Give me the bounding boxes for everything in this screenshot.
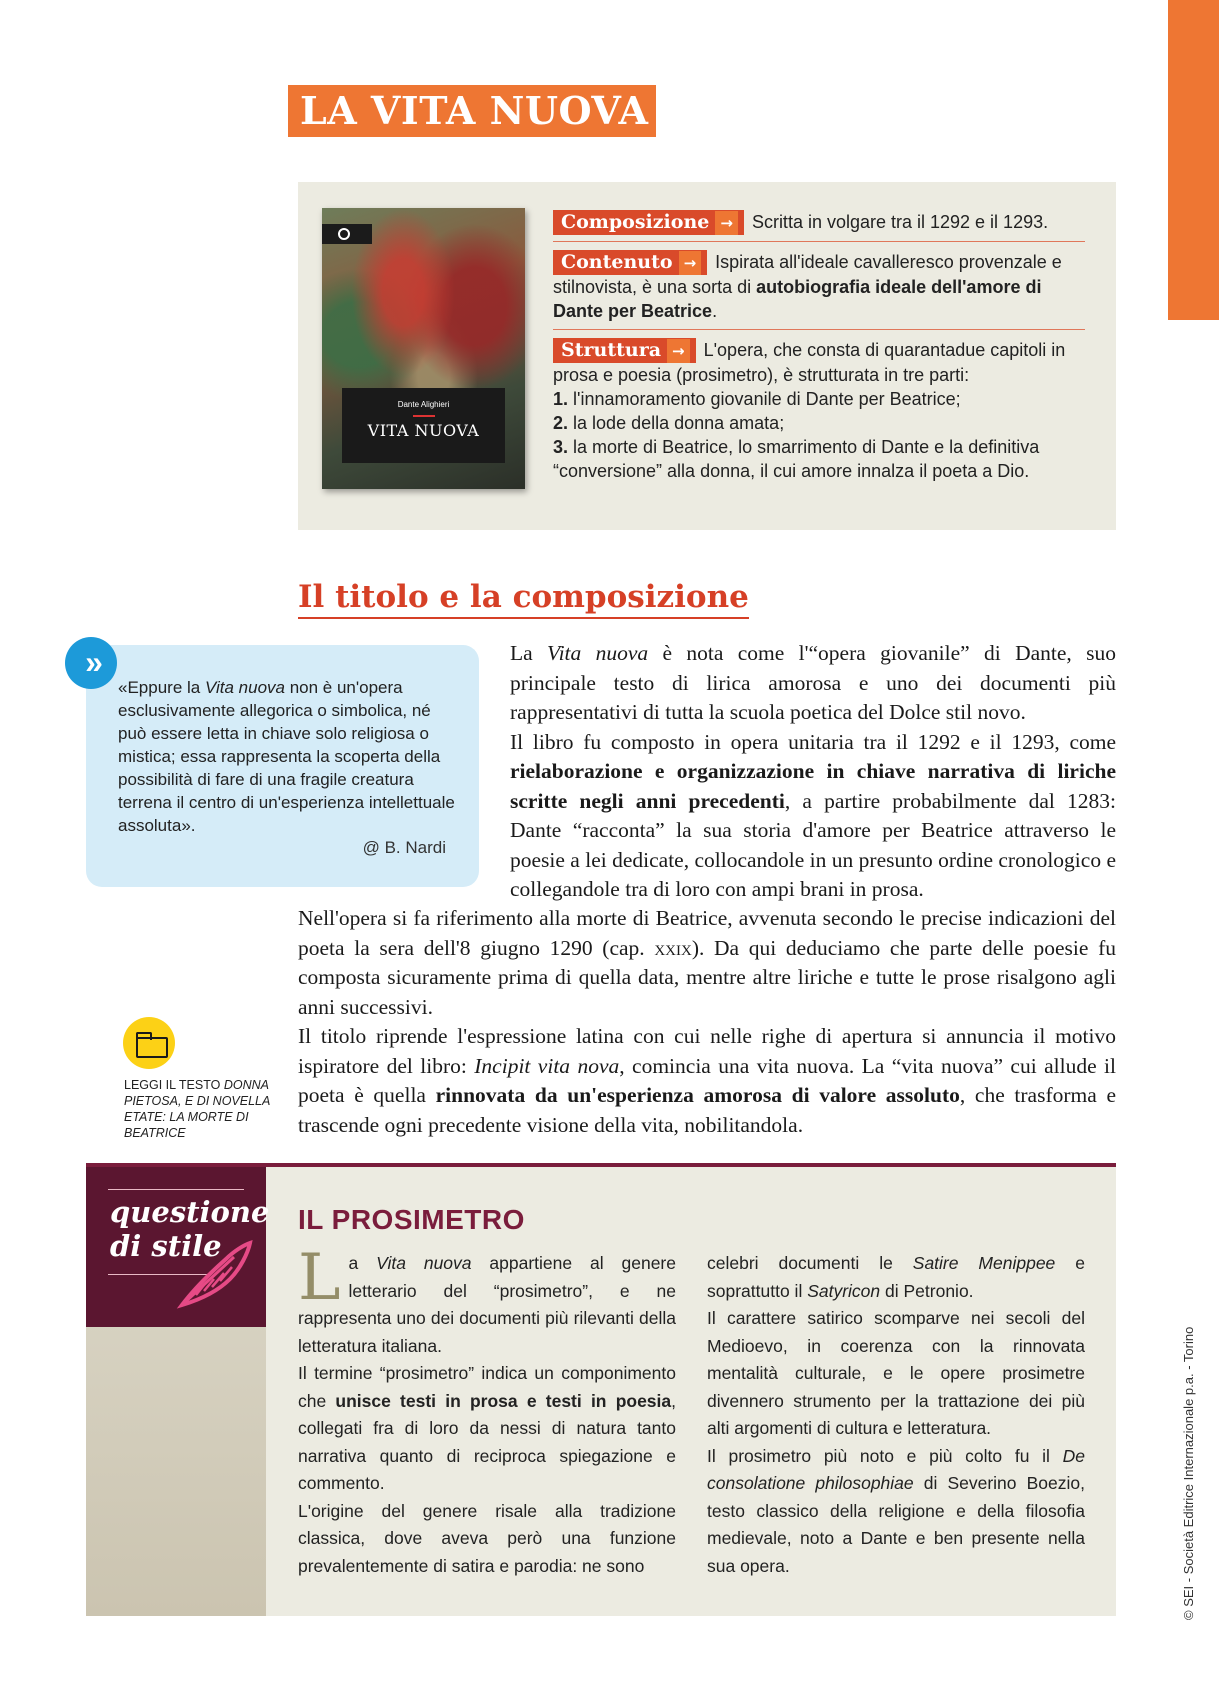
paragraph: La Vita nuova appartiene al genere letterario del “prosimetro”, e ne rappresenta uno dei documenti più rilevanti della letteratura italiana. — [298, 1241, 676, 1356]
tag-struttura: Struttura → — [553, 338, 696, 363]
badge-line-2: di stile — [110, 1229, 222, 1263]
paragraph: La Vita nuova è nota come l'“opera giovanile” di Dante, suo principale testo di lirica amorosa e uno dei documenti più rappresentativi di tutta la scuola poetica del Dolce stil novo. — [510, 641, 1116, 724]
badge-line-1: questione — [110, 1195, 270, 1229]
cover-author: Dante Alighieri — [397, 400, 450, 409]
summary-struttura: Struttura → L'opera, che consta di quarantadue capitoli in prosa e poesia (prosimetro), è strutturata in tre parti: 1. l'innamoramento giovanile di Dante per Beatrice; 2. la lode della donna amata; 3. la morte di Beatrice, lo smarrimento di Dante e la definitiva “conversione” alla donna, il cui amore innalza il poeta a Dio. — [553, 338, 1085, 483]
paragraph: Il titolo riprende l'espressione latina con cui nelle righe di apertura si annuncia il motivo ispiratore del libro: Incipit vita nova, comincia una vita nuova. La “vita nuova” cui allude il poeta è quella rinnovata da un'esperienza amorosa di valore assoluto, che trasforma e trascende ogni precedente visione della vita, nobilitandola. — [298, 1024, 1116, 1137]
cover-title-plate — [342, 388, 505, 463]
section-heading: Il titolo e la composizione — [298, 577, 749, 619]
arrow-right-icon: → — [715, 211, 738, 235]
cover-title: VITA NUOVA — [367, 421, 480, 440]
paragraph: celebri documenti le Satire Menippee e soprattutto il Satyricon di Petronio. — [707, 1253, 1085, 1301]
book-cover-image — [322, 208, 525, 489]
feather-quill-icon — [174, 1239, 254, 1309]
paragraph: Il carattere satirico scomparve nei secoli del Medioevo, in coerenza con la rinnovata mentalità culturale, e le opere prosimetre divennero strumento per la trattazione dei più alti argomenti di cultura e letteratura. — [707, 1308, 1085, 1438]
folder-icon[interactable] — [123, 1017, 175, 1069]
quote-text: «Eppure la Vita nuova non è un'opera esclusivamente allegorica o simbolica, né può essere letta in chiave solo religiosa o mistica; essa rappresenta la scoperta della possibilità di fare di una fragile creatura terrena il centro di un'esperienza intellettuale assoluta». — [118, 678, 455, 835]
paragraph: Il termine “prosimetro” indica un componimento che unisce testi in prosa e testi in poesia, collegati fra di loro da nessi di natura tanto narrativa quanto di reciproca spiegazione e commento. — [298, 1363, 677, 1493]
paragraph: Il prosimetro più noto e più colto fu il De consolatione philosophiae di Severino Boezio, testo classico della religione e della filosofia medievale, noto a Dante e ben presente nella sua opera. — [707, 1445, 1085, 1576]
paragraph: L'origine del genere risale alla tradizione classica, dove aveva però una funzione prevalentemente di satira e parodia: ne sono — [298, 1500, 676, 1576]
copyright-notice: © SEI - Società Editrice Internazionale p.a. - Torino — [1181, 1326, 1196, 1620]
tag-composizione: Composizione → — [553, 210, 744, 235]
paragraph: Nell'opera si fa riferimento alla morte di Beatrice, avvenuta secondo le precise indicazioni del poeta la sera dell'8 giugno 1290 (cap. xxix). Da qui deduciamo che parte delle poesie fu composta sicuramente prima di quella data, mentre altre liriche e tutte le prose risalgono agli anni successivi. — [298, 906, 1116, 1019]
page-title: LA VITA NUOVA — [288, 85, 656, 137]
structure-list-item: 2. la lode della donna amata; — [553, 413, 785, 433]
style-column-1 — [298, 1241, 677, 1580]
arrow-right-icon: → — [667, 339, 690, 363]
style-badge — [86, 1167, 270, 1327]
quote-chevrons-icon: » — [65, 637, 117, 689]
chapter-side-tab — [1168, 0, 1219, 320]
style-column-2 — [707, 1250, 1085, 1580]
style-title: IL PROSIMETRO — [298, 1204, 525, 1235]
paragraph: Il libro fu composto in opera unitaria tra il 1292 e il 1293, come rielaborazione e organizzazione in chiave narrativa di liriche scritte negli anni precedenti, a partire probabilmente dal 1283: Dante “racconta” la sua storia d'amore per Beatrice attraverso le poesie a lei dedicate, collocandole in un presunto ordine cronologico e collegandole tra di loro con ampi brani in prosa. — [510, 729, 1116, 901]
read-text-link[interactable]: LEGGI IL TESTO DONNA PIETOSA, E DI NOVELLA ETATE: LA MORTE DI BEATRICE — [124, 1078, 270, 1140]
tag-contenuto: Contenuto → — [553, 250, 707, 275]
publisher-logo-icon — [322, 224, 372, 244]
summary-contenuto: Contenuto → Ispirata all'ideale cavalleresco provenzale e stilnovista, è una sorta di autobiografia ideale dell'amore di Dante per Beatrice. — [553, 250, 1085, 330]
dropcap: L — [298, 1241, 341, 1315]
quote-author: @ B. Nardi — [362, 838, 446, 857]
body-column — [510, 639, 1116, 905]
summary-composizione: Composizione → Scritta in volgare tra il 1292 e il 1293. — [553, 210, 1085, 242]
summary-content — [553, 210, 1085, 483]
structure-list-item: 3. la morte di Beatrice, lo smarrimento di Dante e la definitiva “conversione” alla donna, il cui amore innalza il poeta a Dio. — [553, 437, 1040, 481]
arrow-right-icon: → — [679, 251, 702, 275]
body-full-width — [298, 904, 1116, 1140]
structure-list-item: 1. l'innamoramento giovanile di Dante per Beatrice; — [553, 389, 961, 409]
